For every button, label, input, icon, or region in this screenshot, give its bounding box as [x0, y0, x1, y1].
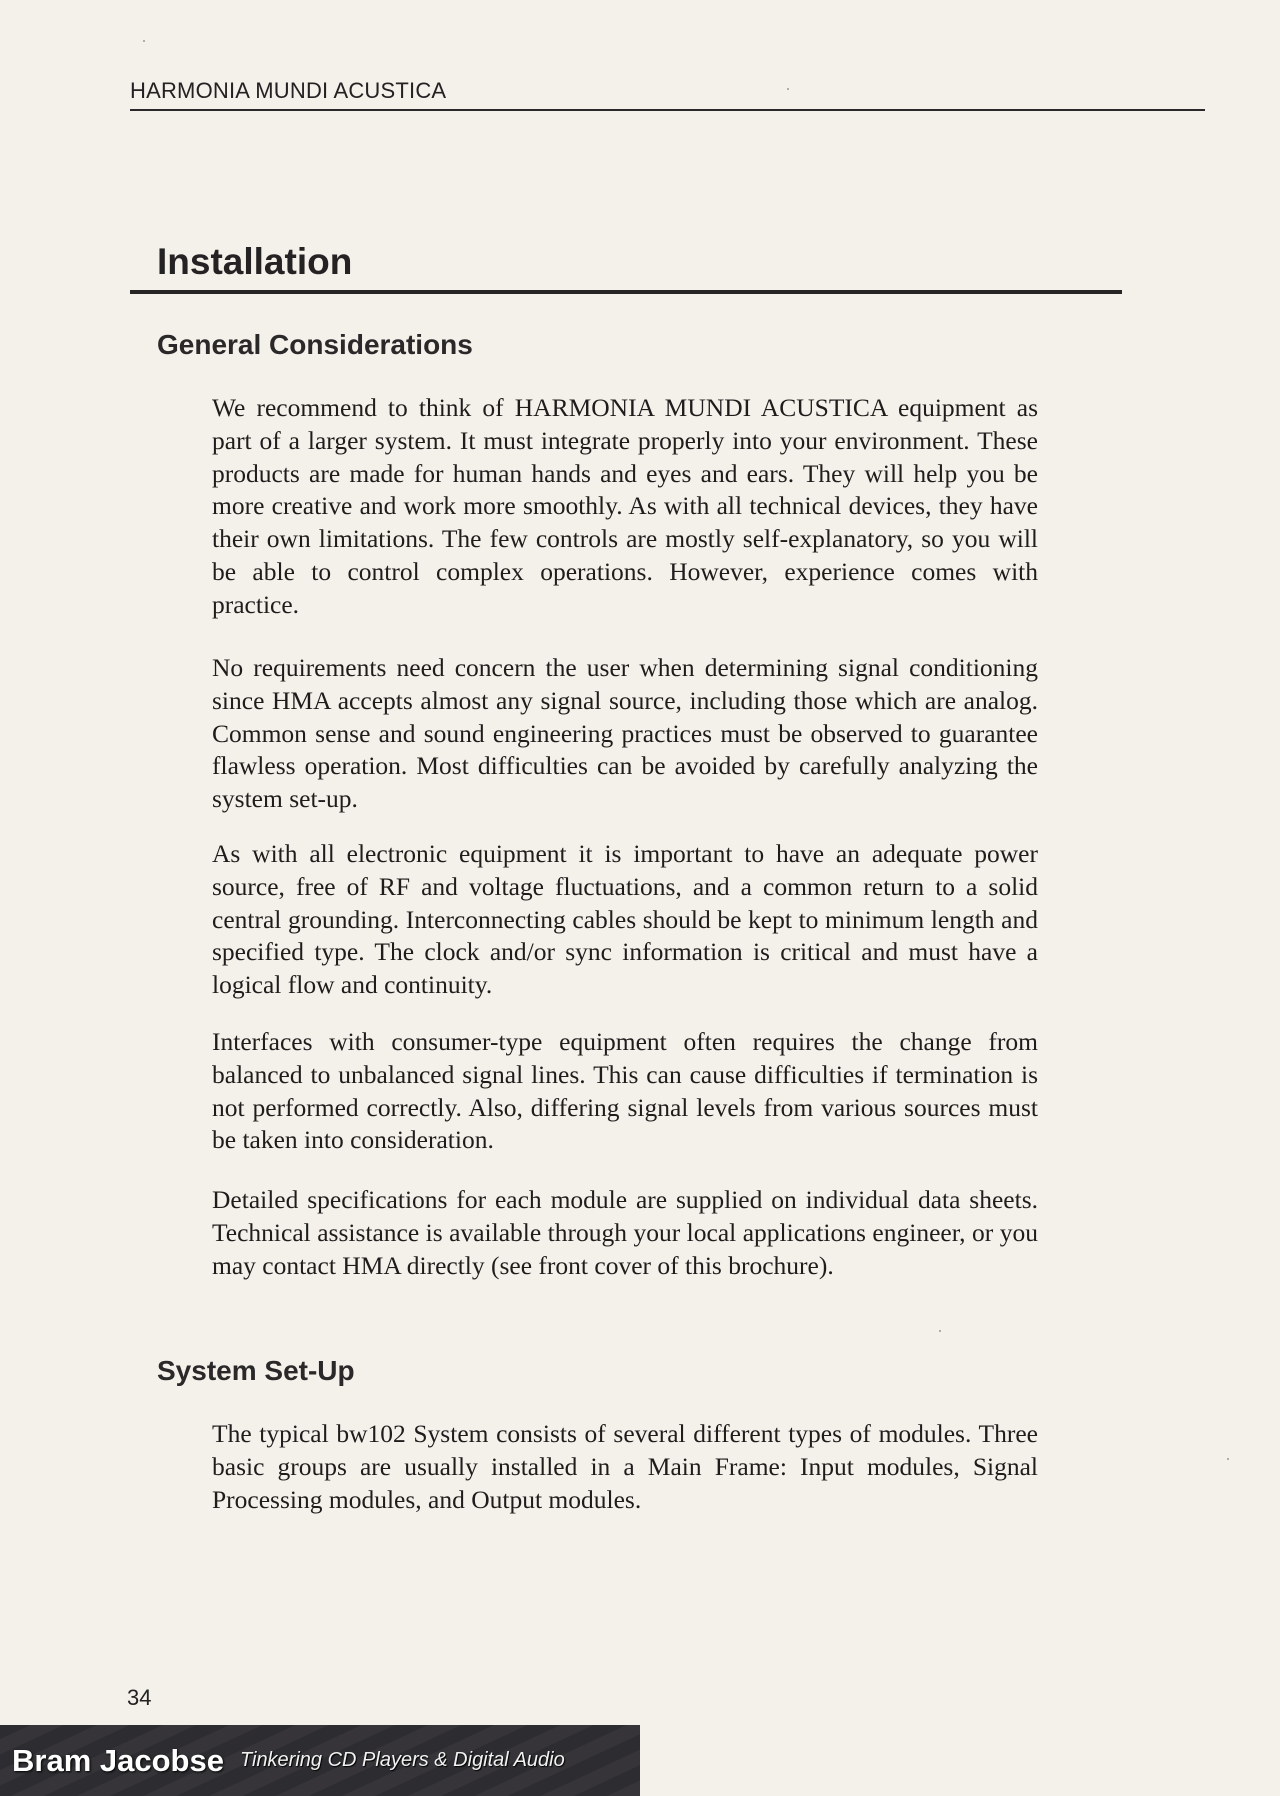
banner-author-name: Bram Jacobse [12, 1742, 224, 1778]
paper-speck [787, 88, 789, 90]
paragraph: As with all electronic equipment it is important to have an adequate power source, free of RF and voltage fluctuations, and a common return to a solid central grounding. Interconnecting cables should be kept to minimum length and specified type. The clock and/or sync information is critical and must have a logical flow and continuity. [212, 839, 1038, 1000]
paper-speck [1227, 1458, 1229, 1460]
paper-speck [939, 1330, 941, 1332]
section-title: Installation [157, 241, 353, 282]
running-header-title: HARMONIA MUNDI ACUSTICA [130, 78, 447, 103]
paragraph: No requirements need concern the user when determining signal conditioning since HMA accepts almost any signal source, including those which are analog. Common sense and sound engineering practices must be observed to guarantee flawless operation. Most difficulties can be avoided by carefully analyzing the system set-up. [212, 653, 1038, 814]
subheading-general-considerations: General Considerations [157, 329, 473, 360]
banner-tagline: Tinkering CD Players & Digital Audio [239, 1749, 565, 1771]
paragraph: Interfaces with consumer-type equipment often requires the change from balanced to unbalanced signal lines. This can cause difficulties if termination is not performed correctly. Also, differing signal levels from various sources must be taken into consideration. [212, 1027, 1038, 1155]
page-number: 34 [127, 1685, 152, 1710]
subheading-system-setup: System Set-Up [157, 1355, 355, 1386]
paragraph: We recommend to think of HARMONIA MUNDI ACUSTICA equipment as part of a larger system. It must integrate properly into your environment. These products are made for human hands and eyes and ears. They will help you be more creative and work more smoothly. As with all technical devices, they have their own limitations. The few controls are mostly self-explanatory, so you will be able to control complex operations. However, experience comes with practice. [212, 393, 1038, 619]
header-divider [130, 109, 1205, 111]
paper-speck [143, 40, 145, 42]
watermark-banner [0, 1725, 640, 1796]
paragraph: Detailed specifications for each module are supplied on individual data sheets. Technical assistance is available through your local applications engineer, or you may contact HMA directly (see front cover of this brochure). [212, 1185, 1038, 1280]
paragraph: The typical bw102 System consists of several different types of modules. Three basic groups are usually installed in a Main Frame: Input modules, Signal Processing modules, and Output modules. [212, 1419, 1038, 1514]
section-divider [130, 290, 1122, 294]
